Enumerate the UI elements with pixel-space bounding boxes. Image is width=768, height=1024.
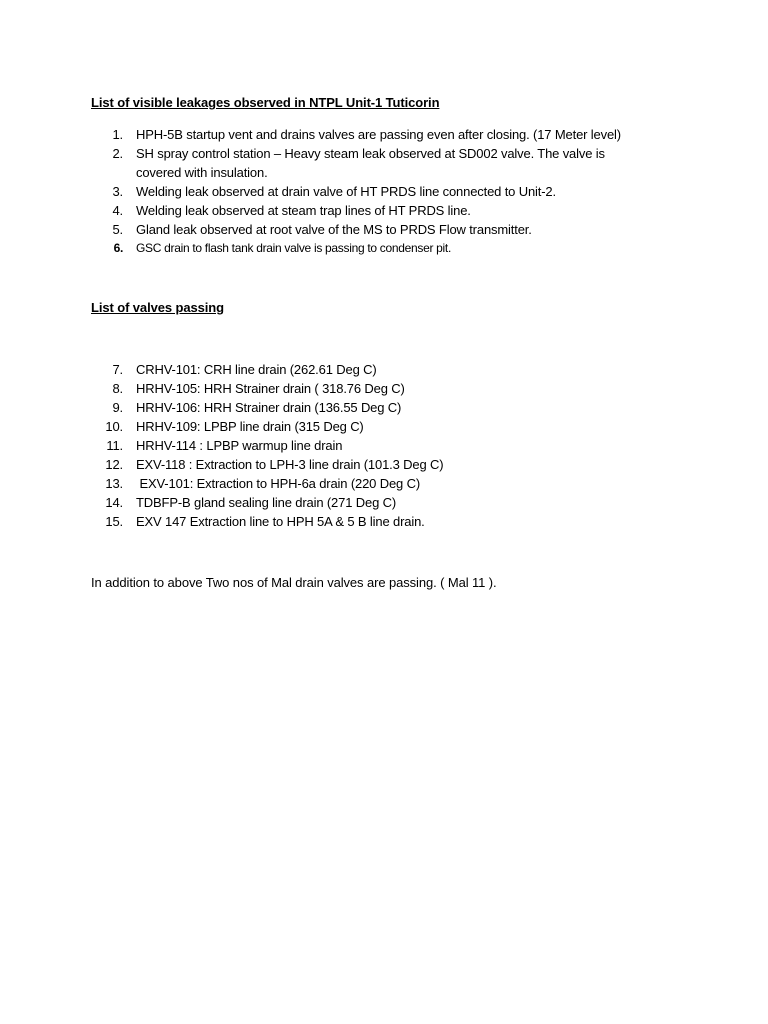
list-item-number: 1. — [112, 127, 123, 142]
list-item — [0, 398, 656, 417]
list-item-number: 15. — [105, 514, 123, 529]
list-item-number: 13. — [105, 476, 123, 491]
list-item-text: CRHV-101: CRH line drain (262.61 Deg C) — [136, 362, 377, 377]
list-item — [0, 474, 656, 493]
list-item-number: 4. — [112, 203, 123, 218]
list-item — [0, 239, 656, 258]
list-item — [0, 201, 656, 220]
list-item — [0, 455, 656, 474]
list-item-text: GSC drain to flash tank drain valve is passing to condenser pit. — [136, 241, 451, 255]
list-item — [0, 144, 656, 182]
list-item — [0, 493, 656, 512]
list-item-number: 12. — [105, 457, 123, 472]
list-item-text: Gland leak observed at root valve of the MS to PRDS Flow transmitter. — [136, 222, 532, 237]
leakages-heading: List of visible leakages observed in NTPL Unit-1 Tuticorin — [91, 95, 440, 110]
leakages-list — [0, 125, 656, 258]
list-item-text: EXV 147 Extraction line to HPH 5A & 5 B line drain. — [136, 514, 425, 529]
footer-note: In addition to above Two nos of Mal drain valves are passing. ( Mal 11 ). — [91, 575, 497, 590]
valves-passing-list — [0, 360, 656, 531]
list-item-text: Welding leak observed at drain valve of HT PRDS line connected to Unit-2. — [136, 184, 556, 199]
list-item-text: SH spray control station – Heavy steam leak observed at SD002 valve. The valve is covered with insulation. — [136, 146, 605, 180]
list-item-number: 11. — [106, 438, 123, 453]
list-item-text: EXV-118 : Extraction to LPH-3 line drain (101.3 Deg C) — [136, 457, 444, 472]
list-item — [0, 417, 656, 436]
list-item — [0, 512, 656, 531]
list-item-number: 10. — [105, 419, 123, 434]
list-item — [0, 125, 656, 144]
valves-passing-heading: List of valves passing — [91, 300, 224, 315]
list-item-number: 8. — [112, 381, 123, 396]
list-item — [0, 220, 656, 239]
list-item-text: Welding leak observed at steam trap lines of HT PRDS line. — [136, 203, 471, 218]
list-item-text: EXV-101: Extraction to HPH-6a drain (220 Deg C) — [136, 476, 420, 491]
list-item-text: TDBFP-B gland sealing line drain (271 Deg C) — [136, 495, 397, 510]
list-item-text: HRHV-114 : LPBP warmup line drain — [136, 438, 343, 453]
list-item-text: HRHV-105: HRH Strainer drain ( 318.76 Deg C) — [136, 381, 405, 396]
list-item-number: 7. — [112, 362, 123, 377]
list-item — [0, 182, 656, 201]
list-item-number: 5. — [112, 222, 123, 237]
list-item-number: 9. — [112, 400, 123, 415]
list-item — [0, 436, 656, 455]
list-item — [0, 379, 656, 398]
list-item-text: HPH-5B startup vent and drains valves are passing even after closing. (17 Meter level) — [136, 127, 621, 142]
list-item-number: 14. — [105, 495, 123, 510]
list-item-number: 6. — [113, 241, 123, 255]
list-item — [0, 360, 656, 379]
list-item-number: 2. — [112, 146, 123, 161]
list-item-text: HRHV-106: HRH Strainer drain (136.55 Deg C) — [136, 400, 402, 415]
list-item-number: 3. — [112, 184, 123, 199]
list-item-text: HRHV-109: LPBP line drain (315 Deg C) — [136, 419, 364, 434]
